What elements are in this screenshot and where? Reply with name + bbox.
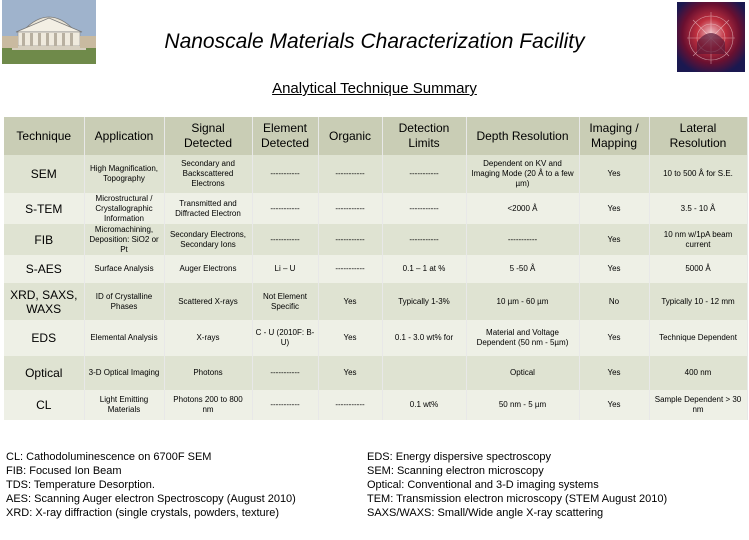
table-cell: Auger Electrons xyxy=(164,255,252,283)
table-cell: Micromachining, Deposition: SiO2 or Pt xyxy=(84,224,164,255)
table-cell: No xyxy=(579,283,649,320)
table-row xyxy=(4,224,747,255)
table-cell: ----------- xyxy=(382,193,466,224)
table-cell: ID of Crystalline Phases xyxy=(84,283,164,320)
legend-item: EDS: Energy dispersive spectroscopy xyxy=(367,451,552,463)
legend-item: FIB: Focused Ion Beam xyxy=(6,465,122,477)
table-cell: ----------- xyxy=(382,155,466,193)
technique-name: FIB xyxy=(4,224,84,255)
table-cell: ----------- xyxy=(318,390,382,420)
table-cell: Yes xyxy=(579,320,649,356)
table-cell: ----------- xyxy=(466,224,579,255)
legend-left xyxy=(6,450,296,520)
table-cell: 3.5 - 10 Å xyxy=(649,193,747,224)
legend-item: CL: Cathodoluminescence on 6700F SEM xyxy=(6,451,212,463)
legend-item: XRD: X-ray diffraction (single crystals, powders, texture) xyxy=(6,507,280,519)
table-cell: ----------- xyxy=(318,224,382,255)
table-cell: ----------- xyxy=(252,193,318,224)
table-cell: 0.1 wt% xyxy=(382,390,466,420)
table-cell: 5 -50 Å xyxy=(466,255,579,283)
table-cell: Li – U xyxy=(252,255,318,283)
table-cell: Yes xyxy=(318,320,382,356)
table-cell: 10 nm w/1pA beam current xyxy=(649,224,747,255)
column-header: Signal Detected xyxy=(164,117,252,155)
table-cell: Yes xyxy=(579,224,649,255)
table-cell: Surface Analysis xyxy=(84,255,164,283)
legend-item: TDS: Temperature Desorption. xyxy=(6,479,155,491)
table-cell: Yes xyxy=(579,193,649,224)
table-cell: Typically 1-3% xyxy=(382,283,466,320)
table-cell: 10 µm - 60 µm xyxy=(466,283,579,320)
technique-name: S-TEM xyxy=(4,193,84,224)
table-row xyxy=(4,390,747,420)
legend-item: TEM: Transmission electron microscopy (STEM August 2010) xyxy=(367,493,668,505)
technique-name: CL xyxy=(4,390,84,420)
table-cell: 3-D Optical Imaging xyxy=(84,356,164,390)
table-cell: 10 to 500 Å for S.E. xyxy=(649,155,747,193)
table-cell: Typically 10 - 12 mm xyxy=(649,283,747,320)
technique-name: EDS xyxy=(4,320,84,356)
table-cell: 0.1 – 1 at % xyxy=(382,255,466,283)
legend-right xyxy=(367,450,667,520)
table-cell: Yes xyxy=(318,356,382,390)
table-cell: Photons 200 to 800 nm xyxy=(164,390,252,420)
table-cell: Yes xyxy=(318,283,382,320)
table-cell: 400 nm xyxy=(649,356,747,390)
table-cell: Scattered X-rays xyxy=(164,283,252,320)
table-row xyxy=(4,155,747,193)
table-cell: ----------- xyxy=(252,155,318,193)
table-cell: Transmitted and Diffracted Electron xyxy=(164,193,252,224)
table-cell: Photons xyxy=(164,356,252,390)
technique-name: Optical xyxy=(4,356,84,390)
table-cell: X-rays xyxy=(164,320,252,356)
table-cell: Light Emitting Materials xyxy=(84,390,164,420)
table-cell: ----------- xyxy=(318,255,382,283)
table-cell: Optical xyxy=(466,356,579,390)
technique-name: S-AES xyxy=(4,255,84,283)
table-cell: Microstructural / Crystallographic Information xyxy=(84,193,164,224)
table-cell: Secondary Electrons, Secondary Ions xyxy=(164,224,252,255)
table-cell: ----------- xyxy=(252,356,318,390)
table-cell: Material and Voltage Dependent (50 nm - 5µm) xyxy=(466,320,579,356)
legend-item: AES: Scanning Auger electron Spectroscopy (August 2010) xyxy=(6,493,296,505)
table-header-row xyxy=(4,117,747,155)
table-cell: <2000 Å xyxy=(466,193,579,224)
column-header: Element Detected xyxy=(252,117,318,155)
technique-name: XRD, SAXS, WAXS xyxy=(4,283,84,320)
column-header: Organic xyxy=(318,117,382,155)
table-cell: 5000 Å xyxy=(649,255,747,283)
table-row xyxy=(4,255,747,283)
column-header: Technique xyxy=(4,117,84,155)
table-cell: Yes xyxy=(579,356,649,390)
table-cell: ----------- xyxy=(318,155,382,193)
table-cell: Technique Dependent xyxy=(649,320,747,356)
table-cell: ----------- xyxy=(318,193,382,224)
column-header: Application xyxy=(84,117,164,155)
table-cell: Yes xyxy=(579,155,649,193)
legend-item: Optical: Conventional and 3-D imaging systems xyxy=(367,479,599,491)
table-cell: C - U (2010F: B-U) xyxy=(252,320,318,356)
table-row xyxy=(4,283,747,320)
table-cell: ----------- xyxy=(252,224,318,255)
legend-item: SEM: Scanning electron microscopy xyxy=(367,465,544,477)
table-cell: 50 nm - 5 µm xyxy=(466,390,579,420)
table-cell: Yes xyxy=(579,390,649,420)
table-cell: High Magnification, Topography xyxy=(84,155,164,193)
legend-item: SAXS/WAXS: Small/Wide angle X-ray scattering xyxy=(367,507,604,519)
table-row xyxy=(4,193,747,224)
column-header: Depth Resolution xyxy=(466,117,579,155)
technique-summary-table xyxy=(4,117,748,420)
table-cell: Not Element Specific xyxy=(252,283,318,320)
column-header: Detection Limits xyxy=(382,117,466,155)
page-subtitle: Analytical Technique Summary xyxy=(272,80,477,97)
table-cell: ----------- xyxy=(382,224,466,255)
table-cell: ----------- xyxy=(252,390,318,420)
table-cell: Secondary and Backscattered Electrons xyxy=(164,155,252,193)
column-header: Lateral Resolution xyxy=(649,117,747,155)
technique-name: SEM xyxy=(4,155,84,193)
table-row xyxy=(4,320,747,356)
table-cell: Dependent on KV and Imaging Mode (20 Å to a few µm) xyxy=(466,155,579,193)
table-cell: Yes xyxy=(579,255,649,283)
column-header: Imaging / Mapping xyxy=(579,117,649,155)
page-title: Nanoscale Materials Characterization Facility xyxy=(164,30,585,53)
table-cell: Elemental Analysis xyxy=(84,320,164,356)
table-cell xyxy=(382,356,466,390)
table-row xyxy=(4,356,747,390)
table-cell: Sample Dependent > 30 nm xyxy=(649,390,747,420)
table-cell: 0.1 - 3.0 wt% for xyxy=(382,320,466,356)
